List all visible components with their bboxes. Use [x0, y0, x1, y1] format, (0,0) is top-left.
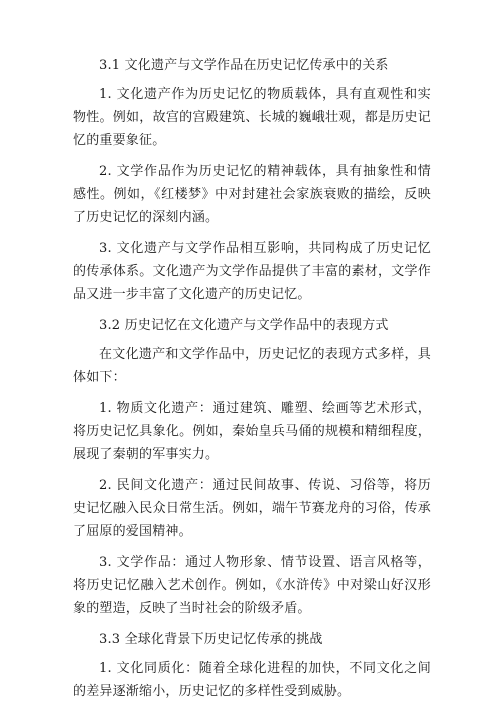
section-heading-3-1: 3.1 文化遗产与文学作品在历史记忆传承中的关系 — [99, 58, 389, 73]
paragraph-literary-works: 3. 文学作品：通过人物形象、情节设置、语言风格等，将历史记忆融入艺术创作。例如，《水浒传》中对梁山好汉形象的塑造，反映了当时社会的阶级矛盾。 — [73, 555, 431, 616]
document-page — [73, 54, 431, 711]
paragraph-mutual-influence: 3. 文化遗产与文学作品相互影响，共同构成了历史记忆的传承体系。文化遗产为文学作品提供了丰富的素材，文学作品又进一步丰富了文化遗产的历史记忆。 — [73, 241, 431, 302]
section-heading-3-3: 3.3 全球化背景下历史记忆传承的挑战 — [99, 632, 323, 647]
paragraph-cultural-homogenization: 1. 文化同质化：随着全球化进程的加快，不同文化之间的差异逐渐缩小，历史记忆的多样性受到威胁。 — [73, 661, 431, 699]
paragraph-material-heritage: 1. 物质文化遗产：通过建筑、雕塑、绘画等艺术形式，将历史记忆具象化。例如，秦始皇兵马俑的规模和精细程度，展现了秦朝的军事实力。 — [73, 401, 431, 462]
paragraph-folk-heritage: 2. 民间文化遗产：通过民间故事、传说、习俗等，将历史记忆融入民众日常生活。例如，端午节赛龙舟的习俗，传承了屈原的爱国精神。 — [73, 478, 431, 539]
section-heading-3-2: 3.2 历史记忆在文化遗产与文学作品中的表现方式 — [99, 318, 389, 333]
paragraph-literature-spiritual: 2. 文学作品作为历史记忆的精神载体，具有抽象性和情感性。例如，《红楼梦》中对封建社会家族衰败的描绘，反映了历史记忆的深刻内涵。 — [73, 164, 431, 225]
paragraph-cultural-heritage-material: 1. 文化遗产作为历史记忆的物质载体，具有直观性和实物性。例如，故宫的宫殿建筑、长城的巍峨壮观，都是历史记忆的重要象征。 — [73, 87, 431, 148]
paragraph-expression-intro: 在文化遗产和文学作品中，历史记忆的表现方式多样，具体如下： — [73, 347, 431, 385]
